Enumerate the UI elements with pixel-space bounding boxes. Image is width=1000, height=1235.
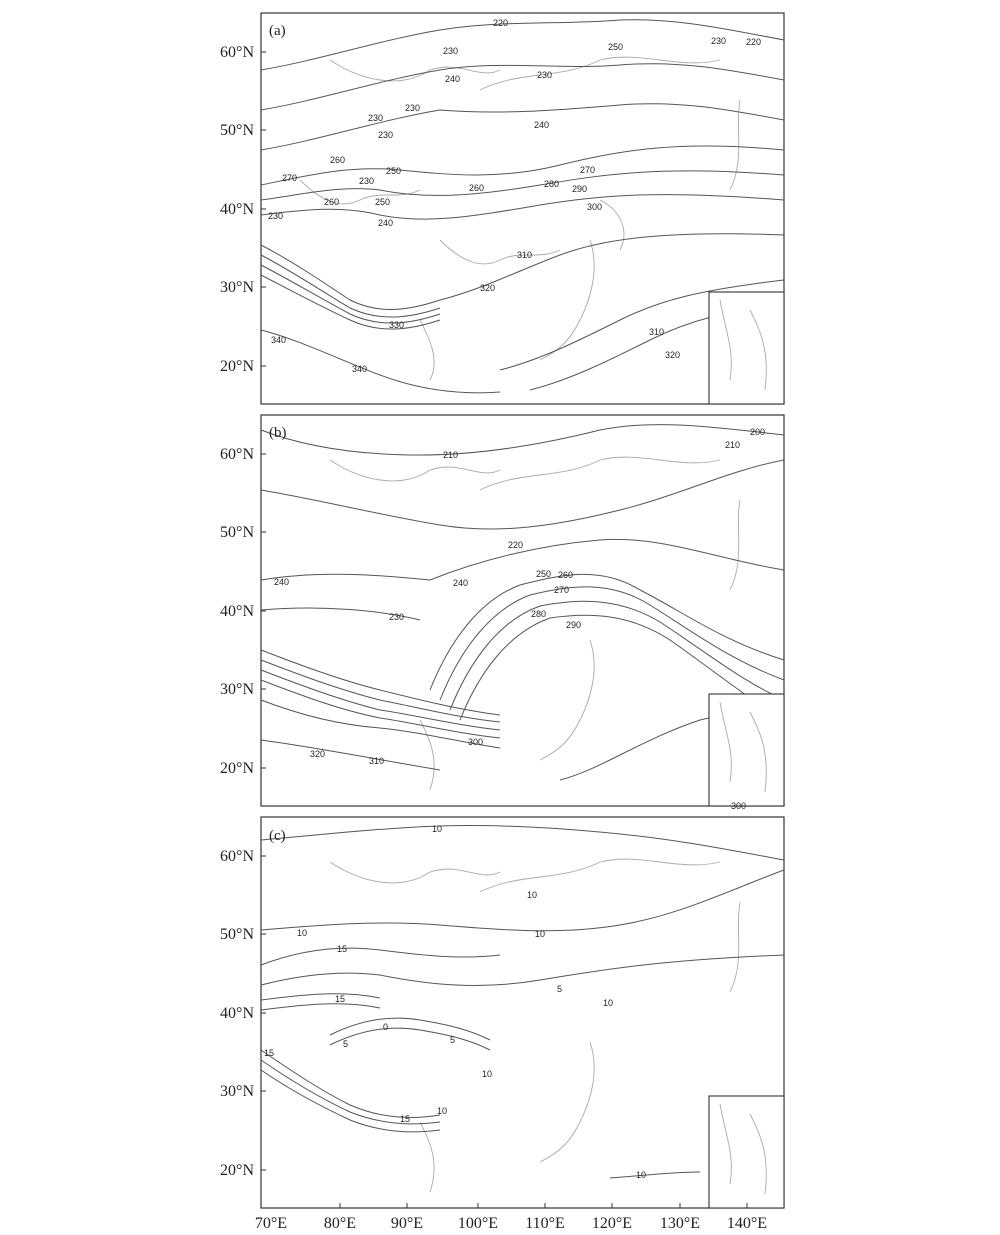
contour-label: 300 [731,801,747,811]
panel-b-inset-map [709,694,784,806]
contour-label: 250 [536,569,552,579]
lat-label-panel-a: 30°N [220,279,254,296]
contour-label: 230 [405,103,421,113]
lon-label: 130°E [659,1215,701,1232]
contour-label: 15 [337,944,348,954]
contour-label: 230 [537,70,553,80]
contour-label: 310 [649,327,665,337]
contour-label: 260 [324,197,340,207]
lon-label: 80°E [323,1215,357,1232]
contour-label: 290 [572,184,588,194]
contour-label: 270 [580,165,596,175]
lat-label-panel-c: 40°N [220,1005,254,1022]
lat-label-panel-b: 60°N [220,446,254,463]
contour-label: 5 [450,1035,456,1045]
contour-label: 10 [535,929,546,939]
contour-label: 230 [359,176,375,186]
contour-label: 260 [330,155,346,165]
lat-label-panel-a: 20°N [220,358,254,375]
contour-label: 240 [453,578,469,588]
panel-a-label: (a) [269,23,286,39]
panel-c-label: (c) [269,828,286,844]
contour-label: 10 [437,1106,448,1116]
contour-label: 5 [343,1039,349,1049]
contour-label: 240 [534,120,550,130]
contour-label: 250 [386,166,402,176]
lat-label-panel-c: 60°N [220,848,254,865]
contour-label: 260 [469,183,485,193]
contour-label: 15 [335,994,346,1004]
contour-label: 290 [566,620,582,630]
contour-label: 230 [443,46,459,56]
lat-label-panel-b: 40°N [220,603,254,620]
lat-label-panel-b: 50°N [220,524,254,541]
contour-label: 320 [310,749,326,759]
lat-label-panel-a: 40°N [220,201,254,218]
contour-label: 310 [517,250,533,260]
contour-label: 230 [389,612,405,622]
panel-b [261,415,784,811]
contour-label: 280 [544,179,560,189]
lat-label-panel-b: 30°N [220,681,254,698]
latitude-labels [220,44,254,1179]
contour-label: 340 [271,335,287,345]
contour-label: 230 [378,130,394,140]
contour-label: 220 [746,37,762,47]
contour-label: 220 [508,540,524,550]
contour-label: 210 [725,440,741,450]
lat-label-panel-a: 50°N [220,122,254,139]
contour-label: 320 [665,350,681,360]
contour-label: 300 [468,737,484,747]
lat-label-panel-c: 50°N [220,926,254,943]
panel-a-inset-map [709,292,784,404]
contour-label: 10 [432,824,443,834]
contour-label: 15 [400,1114,411,1124]
contour-label: 310 [369,756,385,766]
contour-label: 230 [711,36,727,46]
contour-label: 5 [557,984,563,994]
contour-label: 330 [389,320,405,330]
contour-label: 270 [554,585,570,595]
panel-a-frame [261,13,784,404]
lon-label: 90°E [390,1215,424,1232]
contour-label: 250 [608,42,624,52]
contour-label: 10 [636,1170,647,1180]
contour-label: 270 [282,173,298,183]
lat-label-panel-b: 20°N [220,760,254,777]
contour-label: 250 [375,197,391,207]
contour-label: 230 [368,113,384,123]
contour-label: 320 [480,283,496,293]
panel-b-frame [261,415,784,806]
contour-label: 230 [268,211,284,221]
contour-label: 10 [527,890,538,900]
panel-c [261,817,784,1208]
panel-a [261,13,784,404]
lon-label: 70°E [254,1215,288,1232]
lat-label-panel-c: 30°N [220,1083,254,1100]
panel-c-inset-map [709,1096,784,1208]
contour-label: 210 [443,450,459,460]
contour-label: 0 [383,1022,389,1032]
contour-label: 220 [493,18,509,28]
lon-label: 110°E [525,1215,565,1232]
lat-label-panel-c: 20°N [220,1162,254,1179]
lat-label-panel-a: 60°N [220,44,254,61]
contour-label: 240 [274,577,290,587]
contour-label: 10 [297,928,308,938]
panel-c-frame [261,817,784,1208]
contour-label: 200 [750,427,766,437]
contour-label: 260 [558,570,574,580]
contour-label: 280 [531,609,547,619]
panel-b-label: (b) [269,425,287,441]
contour-label: 340 [352,364,368,374]
lon-label: 100°E [457,1215,499,1232]
contour-label: 240 [378,218,394,228]
lon-label: 120°E [591,1215,633,1232]
contour-label: 300 [587,202,603,212]
lon-label: 140°E [726,1215,768,1232]
contour-label: 15 [264,1048,275,1058]
contour-label: 240 [445,74,461,84]
longitude-labels [255,1215,767,1232]
contour-label: 10 [482,1069,493,1079]
contour-label: 10 [603,998,614,1008]
